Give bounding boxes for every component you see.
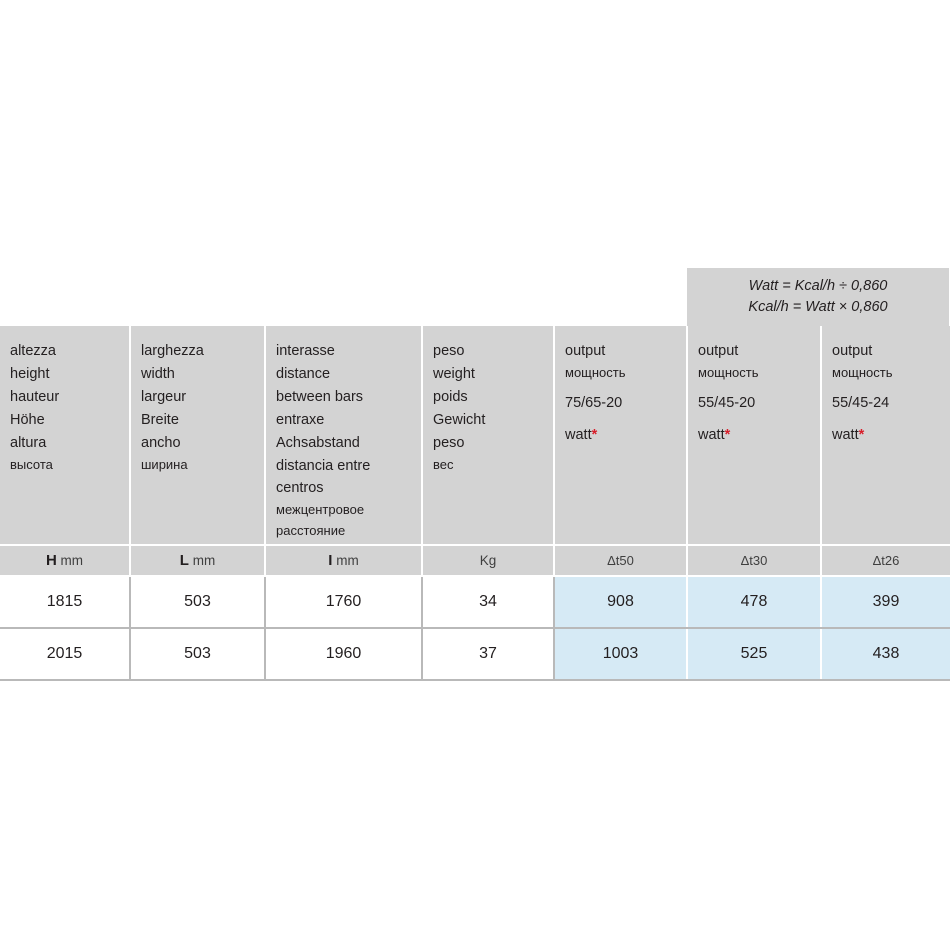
header-output26-unit: watt* (832, 427, 865, 444)
header-output30-regime: 55/45-20 (698, 395, 756, 412)
specification-table (0, 268, 950, 681)
header-output50-ru: мощность (565, 364, 626, 380)
header-distance-es-1: distancia entre (276, 457, 371, 474)
header-distance-en-2: between bars (276, 388, 364, 405)
header-output-dt50 (554, 326, 687, 545)
header-output26-ru: мощность (832, 364, 893, 380)
header-output-dt30 (687, 326, 821, 545)
header-weight-fr: poids (433, 388, 468, 405)
unit-row (0, 545, 950, 576)
note-row (0, 268, 950, 326)
cell-output-dt50: 1003 (554, 628, 687, 680)
header-height-de: Höhe (10, 411, 45, 428)
header-output30-unit: watt* (698, 427, 731, 444)
table-row (0, 576, 950, 628)
cell-weight: 34 (422, 576, 554, 628)
header-height (0, 326, 130, 545)
unit-output-dt50 (554, 545, 687, 576)
unit-weight (422, 545, 554, 576)
unit-weight-suffix: Kg (479, 553, 497, 568)
header-weight-en: weight (433, 365, 475, 382)
asterisk-icon: * (591, 427, 598, 444)
cell-weight: 37 (422, 628, 554, 680)
note-spacer (0, 268, 554, 326)
header-height-fr: hauteur (10, 388, 60, 405)
header-height-it: altezza (10, 343, 56, 359)
cell-height: 2015 (0, 628, 130, 680)
watt-conversion-line-2: Kcal/h = Watt × 0,860 (748, 299, 888, 315)
header-width-es: ancho (141, 434, 181, 451)
unit-output30-suffix: Δt30 (740, 553, 768, 568)
unit-output26-suffix: Δt26 (872, 553, 900, 568)
unit-output-dt26 (821, 545, 950, 576)
header-width-ru: ширина (141, 456, 188, 472)
note-spacer-2 (554, 268, 687, 326)
header-distance-ru-2: расстояние (276, 522, 346, 538)
unit-width-symbol: L (179, 552, 189, 569)
header-row (0, 326, 950, 545)
header-width-it: larghezza (141, 343, 204, 359)
unit-distance-suffix: mm (336, 553, 359, 568)
header-distance (265, 326, 422, 545)
cell-width: 503 (130, 628, 265, 680)
header-output26-en: output (832, 343, 873, 359)
table-row (0, 628, 950, 680)
cell-output-dt30: 478 (687, 576, 821, 628)
header-weight-de: Gewicht (433, 411, 486, 428)
header-output-dt26 (821, 326, 950, 545)
header-width-fr: largeur (141, 388, 187, 405)
unit-height-symbol: H (45, 552, 57, 569)
header-output30-en: output (698, 343, 739, 359)
header-output50-en: output (565, 343, 606, 359)
unit-width-suffix: mm (192, 553, 216, 568)
header-weight (422, 326, 554, 545)
cell-distance: 1760 (265, 576, 422, 628)
unit-output50-suffix: Δt50 (607, 553, 634, 568)
header-height-ru: высота (10, 456, 53, 472)
cell-output-dt30: 525 (687, 628, 821, 680)
cell-output-dt50: 908 (554, 576, 687, 628)
header-width-de: Breite (141, 411, 179, 428)
watt-conversion-line-1: Watt = Kcal/h ÷ 0,860 (748, 277, 888, 294)
header-distance-fr: entraxe (276, 411, 325, 428)
unit-output-dt30 (687, 545, 821, 576)
unit-height (0, 545, 130, 576)
spec-table-wrapper (0, 268, 950, 681)
unit-distance-symbol: I (328, 552, 333, 569)
header-height-es: altura (10, 434, 47, 451)
cell-height: 1815 (0, 576, 130, 628)
header-width-en: width (141, 365, 175, 382)
header-distance-en-1: distance (276, 365, 331, 382)
header-output26-regime: 55/45-24 (832, 395, 890, 412)
unit-distance (265, 545, 422, 576)
asterisk-icon: * (724, 427, 731, 444)
header-width (130, 326, 265, 545)
header-weight-es: peso (433, 434, 465, 451)
asterisk-icon: * (858, 427, 865, 444)
header-distance-de: Achsabstand (276, 434, 360, 451)
header-output30-ru: мощность (698, 364, 759, 380)
watt-conversion-note (687, 268, 950, 326)
header-output50-unit: watt* (565, 427, 598, 444)
cell-output-dt26: 438 (821, 628, 950, 680)
cell-output-dt26: 399 (821, 576, 950, 628)
header-height-en: height (10, 365, 50, 382)
header-distance-ru-1: межцентровое (276, 502, 365, 518)
header-weight-ru: вес (433, 456, 454, 472)
header-distance-it: interasse (276, 343, 335, 359)
cell-distance: 1960 (265, 628, 422, 680)
unit-height-suffix: mm (60, 553, 84, 568)
header-weight-it: peso (433, 343, 465, 359)
cell-width: 503 (130, 576, 265, 628)
header-distance-es-2: centros (276, 480, 324, 497)
header-output50-regime: 75/65-20 (565, 395, 623, 412)
unit-width (130, 545, 265, 576)
